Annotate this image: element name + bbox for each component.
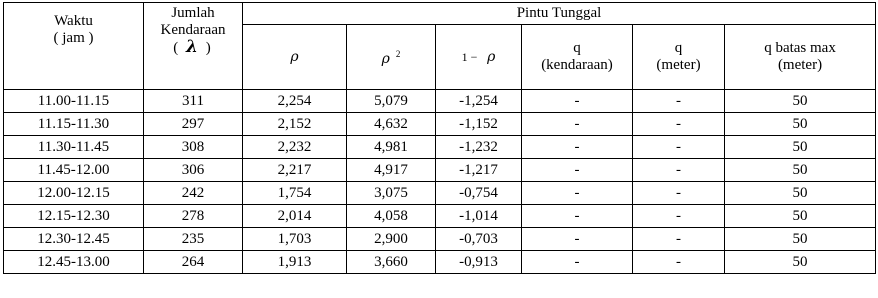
- header-q-batas-max-line1: q batas max: [764, 40, 836, 56]
- cell-q-kendaraan: -: [522, 136, 633, 159]
- cell-rho: 2,254: [243, 90, 347, 113]
- rho-squared-symbol: ρ: [381, 51, 390, 67]
- cell-q-batas-max: 50: [725, 136, 876, 159]
- cell-q-kendaraan: -: [522, 251, 633, 274]
- header-jumlah-close: ): [205, 40, 213, 56]
- cell-q-batas-max: 50: [725, 159, 876, 182]
- header-q-kendaraan: [522, 25, 633, 90]
- cell-q-batas-max: 50: [725, 182, 876, 205]
- cell-waktu: 12.00-12.15: [4, 182, 144, 205]
- cell-waktu: 11.00-11.15: [4, 90, 144, 113]
- header-one-minus-rho: [436, 25, 522, 90]
- cell-q-batas-max: 50: [725, 90, 876, 113]
- cell-rho-squared: 3,660: [347, 251, 436, 274]
- cell-one-minus-rho: -1,014: [436, 205, 522, 228]
- cell-q-batas-max: 50: [725, 228, 876, 251]
- one-minus-rho-symbol: ρ: [487, 48, 496, 65]
- header-q-kendaraan-line2: (kendaraan): [541, 57, 613, 73]
- cell-rho-squared: 4,632: [347, 113, 436, 136]
- cell-rho-squared: 3,075: [347, 182, 436, 205]
- header-pintu-tunggal: Pintu Tunggal: [243, 3, 876, 25]
- header-q-batas-max-line2: (meter): [777, 57, 823, 73]
- header-jumlah: [144, 3, 243, 90]
- cell-jumlah: 235: [144, 228, 243, 251]
- cell-rho: 1,913: [243, 251, 347, 274]
- cell-q-meter: -: [633, 182, 725, 205]
- cell-rho-squared: 2,900: [347, 228, 436, 251]
- cell-jumlah: 311: [144, 90, 243, 113]
- table-row: [4, 136, 876, 159]
- cell-q-kendaraan: -: [522, 205, 633, 228]
- cell-jumlah: 278: [144, 205, 243, 228]
- cell-one-minus-rho: -1,232: [436, 136, 522, 159]
- cell-q-meter: -: [633, 136, 725, 159]
- cell-jumlah: 308: [144, 136, 243, 159]
- cell-rho-squared: 4,058: [347, 205, 436, 228]
- cell-one-minus-rho: -1,217: [436, 159, 522, 182]
- cell-q-meter: -: [633, 90, 725, 113]
- cell-jumlah: 242: [144, 182, 243, 205]
- rho-symbol: ρ: [290, 48, 299, 65]
- cell-q-kendaraan: -: [522, 90, 633, 113]
- header-q-meter-line2: (meter): [656, 57, 701, 73]
- cell-rho: 2,014: [243, 205, 347, 228]
- cell-rho: 1,703: [243, 228, 347, 251]
- one-minus-text: 1 −: [461, 49, 478, 64]
- table-row: [4, 182, 876, 205]
- cell-jumlah: 264: [144, 251, 243, 274]
- data-table: [3, 2, 876, 274]
- header-waktu-line2: ( jam ): [53, 30, 94, 46]
- cell-waktu: 11.30-11.45: [4, 136, 144, 159]
- lambda-symbol: λ: [186, 37, 200, 57]
- header-jumlah-open: (: [173, 40, 181, 56]
- cell-waktu: 12.45-13.00: [4, 251, 144, 274]
- cell-rho-squared: 5,079: [347, 90, 436, 113]
- cell-q-batas-max: 50: [725, 251, 876, 274]
- cell-waktu: 11.45-12.00: [4, 159, 144, 182]
- cell-rho-squared: 4,981: [347, 136, 436, 159]
- cell-q-kendaraan: -: [522, 228, 633, 251]
- cell-q-batas-max: 50: [725, 113, 876, 136]
- cell-waktu: 12.15-12.30: [4, 205, 144, 228]
- cell-one-minus-rho: -0,754: [436, 182, 522, 205]
- table-row: [4, 113, 876, 136]
- cell-rho: 2,152: [243, 113, 347, 136]
- cell-q-meter: -: [633, 205, 725, 228]
- cell-one-minus-rho: -1,152: [436, 113, 522, 136]
- header-row-1: [4, 3, 876, 25]
- header-q-meter: [633, 25, 725, 90]
- cell-one-minus-rho: -1,254: [436, 90, 522, 113]
- header-jumlah-line1: Jumlah: [171, 5, 215, 21]
- header-jumlah-symbol-line: [144, 39, 242, 57]
- cell-one-minus-rho: -0,703: [436, 228, 522, 251]
- cell-q-meter: -: [633, 159, 725, 182]
- header-rho-squared: [347, 25, 436, 90]
- cell-waktu: 12.30-12.45: [4, 228, 144, 251]
- cell-q-meter: -: [633, 113, 725, 136]
- header-rho: [243, 25, 347, 90]
- header-jumlah-line2: Kendaraan: [160, 22, 226, 38]
- cell-waktu: 11.15-11.30: [4, 113, 144, 136]
- table-row: [4, 205, 876, 228]
- table-row: [4, 251, 876, 274]
- table-row: [4, 228, 876, 251]
- cell-q-meter: -: [633, 251, 725, 274]
- header-q-meter-line1: q: [674, 40, 683, 56]
- cell-rho: 1,754: [243, 182, 347, 205]
- header-q-batas-max: [725, 25, 876, 90]
- header-waktu: [4, 3, 144, 90]
- header-waktu-line1: Waktu: [54, 13, 93, 29]
- rho-squared-exponent: 2: [395, 49, 401, 59]
- cell-q-kendaraan: -: [522, 182, 633, 205]
- cell-q-meter: -: [633, 228, 725, 251]
- cell-jumlah: 297: [144, 113, 243, 136]
- cell-q-batas-max: 50: [725, 205, 876, 228]
- cell-rho: 2,217: [243, 159, 347, 182]
- table-row: [4, 159, 876, 182]
- cell-one-minus-rho: -0,913: [436, 251, 522, 274]
- cell-q-kendaraan: -: [522, 159, 633, 182]
- cell-rho-squared: 4,917: [347, 159, 436, 182]
- cell-rho: 2,232: [243, 136, 347, 159]
- cell-q-kendaraan: -: [522, 113, 633, 136]
- table-row: [4, 90, 876, 113]
- cell-jumlah: 306: [144, 159, 243, 182]
- header-q-kendaraan-line1: q: [573, 40, 581, 56]
